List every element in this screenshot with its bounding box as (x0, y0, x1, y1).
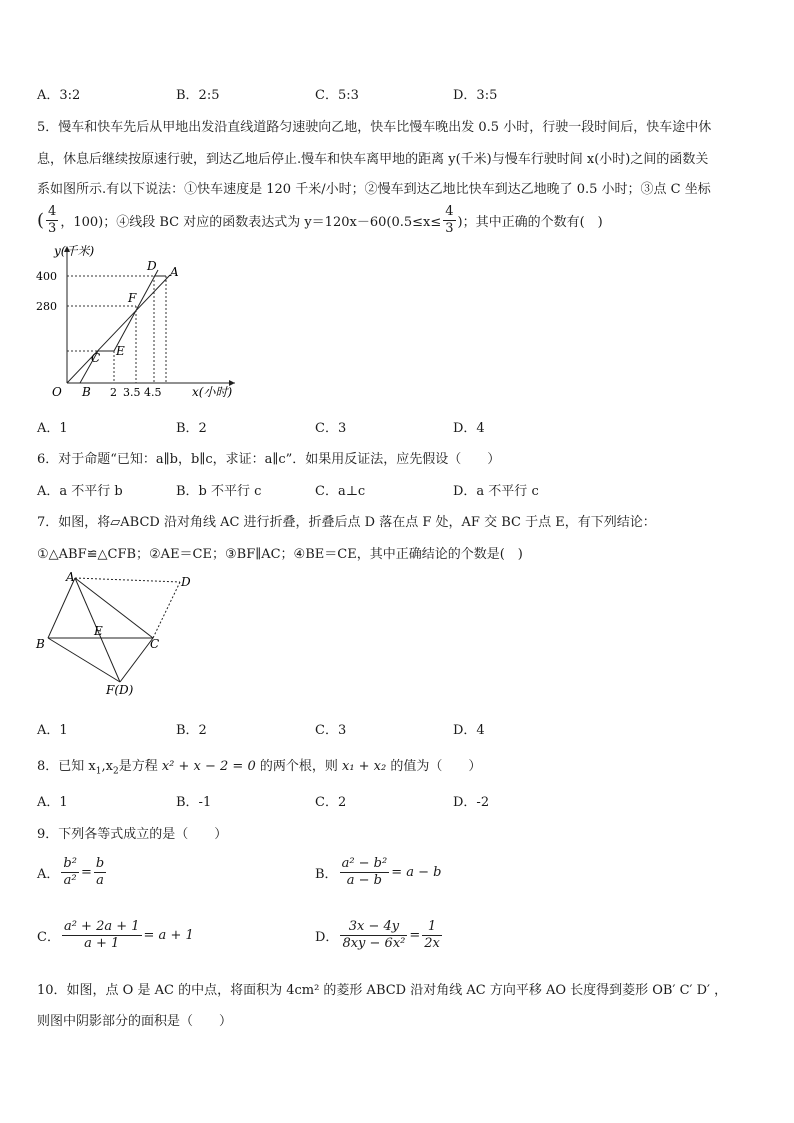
q8-option-c: C．2 (315, 795, 347, 810)
q9-stem: 9．下列各等式成立的是（ ） (37, 827, 228, 842)
point-o: O (52, 385, 62, 399)
q4-option-a: A．3:2 (37, 88, 81, 103)
q5-line2: 息，休息后继续按原速行驶，到达乙地后停止.慢车和快车离甲地的距离 y(千米)与慢车行驶时间 x(小时)之间的函数关 (37, 152, 709, 167)
q6-option-d: D．a 不平行 c (453, 484, 539, 499)
q6-option-c: C．a⊥c (315, 484, 366, 499)
q4-option-b: B．2:5 (176, 88, 220, 103)
dashed-ad (75, 578, 180, 582)
q9-option-d: D． $\frac{3x - 4y}{\text{8xy − 6x²}}$ = $\frac{1}{2x}$ (315, 919, 440, 951)
q5-line3: 系如图所示.有以下说法：①快车速度是 120 千米/小时；②慢车到达乙地比快车到达乙地晚了 0.5 小时；③点 C 坐标 (37, 182, 711, 197)
x-tick-3.5: 3.5 (123, 386, 141, 399)
x-tick-2: 2 (110, 386, 117, 399)
point-d: D (147, 259, 157, 273)
q7-option-c: C．3 (315, 723, 347, 738)
point-a: A (170, 265, 179, 279)
label-f: F(D) (106, 683, 134, 697)
q4-option-c: C．5:3 (315, 88, 359, 103)
q9-option-c: C． $\frac{\text{a² + 2a + 1}}{a + 1}$ = a + 1 (37, 919, 194, 951)
label-b: B (36, 637, 45, 651)
q5-distance-time-graph (30, 238, 260, 408)
q5-fraction-2: $\frac{4}{3}$ (445, 204, 454, 236)
q5-line1: 5．慢车和快车先后从甲地出发沿直线道路匀速驶向乙地，快车比慢车晚出发 0.5 小时，行驶一段时间后，快车途中休 (37, 120, 712, 135)
dashed-dc (153, 582, 180, 638)
y-axis-label: y(千米) (54, 244, 95, 258)
label-c: C (150, 637, 160, 651)
q5-line4: ( $\frac{4}{3}$ ，100)；④线段 BC 对应的函数表达式为 y＝120x－60(0.5≤x≤ $\frac{4}{3}$ )；其中正确的个数有( ) (37, 204, 603, 236)
x-tick-4.5: 4.5 (144, 386, 162, 399)
q9-option-a: A． $\frac{\text{b²}}{\text{a²}}$ = $\frac{b}{a}$ (37, 856, 105, 888)
point-b: B (82, 385, 91, 399)
q7-option-a: A．1 (37, 723, 68, 738)
label-a: A (66, 570, 75, 584)
q10-line1: 10．如图，点 O 是 AC 的中点，将面积为 4cm² 的菱形 ABCD 沿对角线 AC 方向平移 AO 长度得到菱形 OB′ C′ D′ ， (37, 983, 728, 998)
q8-option-d: D．-2 (453, 795, 490, 810)
q6-stem: 6．对于命题“已知：a∥b，b∥c，求证：a∥c”．如果用反证法，应先假设（ ） (37, 452, 501, 467)
side-ab (48, 578, 75, 638)
q4-option-d: D．3:5 (453, 88, 498, 103)
label-d: D (181, 575, 191, 589)
segment-bf (48, 638, 120, 682)
point-f: F (128, 291, 137, 305)
q8-stem: 8．已知 $x_1,x_2$是方程 x² + x − 2 = 0 的两个根，则 x₁ + x₂ 的值为（ ） (37, 759, 482, 777)
q5-option-c: C．3 (315, 421, 347, 436)
q6-option-b: B．b 不平行 c (176, 484, 262, 499)
point-e: E (116, 344, 125, 358)
q6-option-a: A．a 不平行 b (37, 484, 123, 499)
q7-line1: 7．如图，将▱ABCD 沿对角线 AC 进行折叠，折叠后点 D 落在点 F 处，AF 交 BC 于点 E，有下列结论： (37, 515, 656, 530)
q8-equation: x² + x − 2 = 0 (161, 759, 256, 774)
point-c: C (91, 351, 101, 365)
q5-option-d: D．4 (453, 421, 485, 436)
segment-cf (120, 638, 153, 682)
slow-car-line (67, 275, 170, 383)
q7-parallelogram-figure (30, 566, 210, 706)
diagonal-ac (75, 578, 153, 638)
q8-expression: x₁ + x₂ (341, 759, 387, 774)
q7-line2: ①△ABF≌△CFB；②AE＝CE；③BF∥AC；④BE＝CE，其中正确结论的个数是( ) (37, 547, 523, 562)
x-axis-label: x(小时) (192, 385, 233, 399)
q10-line2: 则图中阴影部分的面积是（ ） (37, 1014, 233, 1029)
q5-fraction-1: $\frac{4}{3}$ (48, 204, 57, 236)
q8-option-b: B．-1 (176, 795, 212, 810)
q5-option-a: A．1 (37, 421, 68, 436)
q8-option-a: A．1 (37, 795, 68, 810)
q9-option-b: B． $\frac{\text{a² − b²}}{a - b}$ = a − b (315, 856, 442, 888)
q7-option-d: D．4 (453, 723, 485, 738)
q7-option-b: B．2 (176, 723, 207, 738)
label-e: E (94, 624, 103, 638)
y-tick-400: 400 (36, 270, 57, 283)
q5-option-b: B．2 (176, 421, 207, 436)
y-tick-280: 280 (36, 300, 57, 313)
